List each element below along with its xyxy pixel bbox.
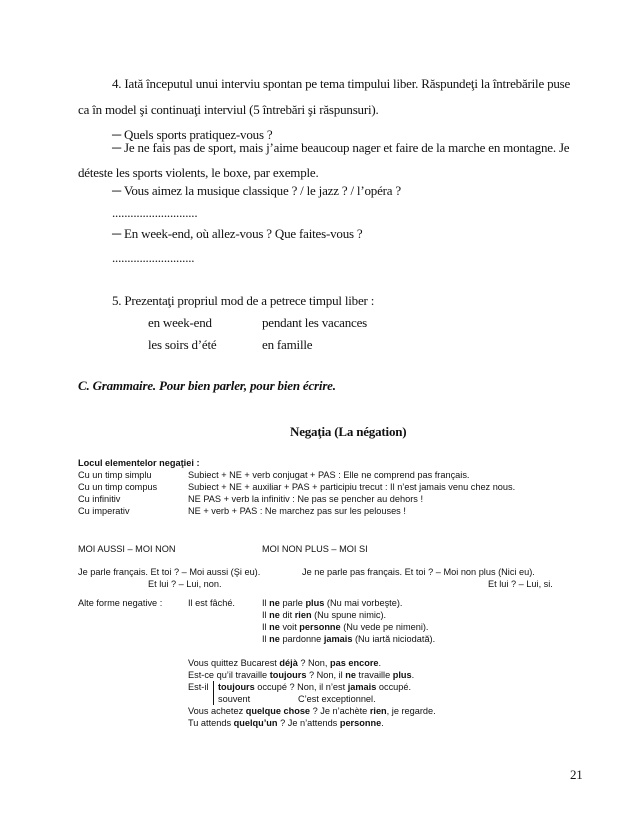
option-soirs-ete: les soirs d’été bbox=[148, 337, 217, 352]
example-toujours-jamais: toujours occupé ? Non, il n’est jamais occupé. bbox=[218, 682, 412, 692]
question-3: ─ En week-end, où allez-vous ? Que faites-vous ? bbox=[112, 226, 363, 241]
answer-placeholder-1: ............................ bbox=[112, 205, 198, 220]
locul-rule-simplu: Subiect + NE + verb conjugat + PAS : Elle ne comprend pas français. bbox=[188, 470, 470, 480]
exercise-5-title: 5. Prezentaţi propriul mod de a petrece timpul liber : bbox=[112, 293, 375, 308]
answer-placeholder-2: ........................... bbox=[112, 250, 195, 265]
negation-line-plus: Il ne parle plus (Nu mai vorbeşte). bbox=[262, 598, 403, 608]
example-quelque-chose: Vous achetez quelque chose ? Je n’achète rien, je regarde. bbox=[188, 706, 436, 716]
example-deja: Vous quittez Bucarest déjà ? Non, pas encore. bbox=[188, 658, 382, 668]
moi-aussi-heading: MOI AUSSI – MOI NON bbox=[78, 544, 176, 554]
locul-label-compus: Cu un timp compus bbox=[78, 482, 158, 492]
moi-non-plus-example: Je ne parle pas français. Et toi ? – Moi non plus (Nici eu). bbox=[302, 567, 535, 577]
example-quelquun: Tu attends quelqu’un ? Je n’attends personne. bbox=[188, 718, 384, 728]
answer-1-line-2: déteste les sports violents, le boxe, par exemple. bbox=[78, 165, 319, 180]
option-week-end: en week-end bbox=[148, 315, 212, 330]
example-exceptionnel: C’est exceptionnel. bbox=[298, 694, 376, 704]
example-souvent: souvent bbox=[218, 694, 251, 704]
lui-si-example: Et lui ? – Lui, si. bbox=[488, 579, 553, 589]
moi-aussi-example: Je parle français. Et toi ? – Moi aussi (Şi eu). bbox=[78, 567, 261, 577]
option-vacances: pendant les vacances bbox=[262, 315, 368, 330]
section-c-heading: C. Grammaire. Pour bien parler, pour bien écrire. bbox=[78, 378, 336, 393]
alte-forme-first: Il est fâché. bbox=[188, 598, 235, 608]
moi-non-plus-heading: MOI NON PLUS – MOI SI bbox=[262, 544, 368, 554]
question-2: ─ Vous aimez la musique classique ? / le jazz ? / l’opéra ? bbox=[112, 183, 401, 198]
option-famille: en famille bbox=[262, 337, 313, 352]
locul-label-simplu: Cu un timp simplu bbox=[78, 470, 152, 480]
locul-rule-imperativ: NE + verb + PAS : Ne marchez pas sur les pelouses ! bbox=[188, 506, 406, 516]
locul-label-imperativ: Cu imperativ bbox=[78, 506, 130, 516]
question-1: ─ Quels sports pratiquez-vous ? bbox=[112, 127, 273, 142]
negation-title: Negaţia (La négation) bbox=[290, 424, 407, 439]
exercise-4-line-2: ca în model şi continuaţi interviul (5 întrebări şi răspunsuri). bbox=[78, 102, 379, 117]
page-number: 21 bbox=[570, 767, 583, 782]
bracket-divider bbox=[213, 681, 214, 705]
negation-line-jamais: Il ne pardonne jamais (Nu iartă niciodată). bbox=[262, 634, 436, 644]
alte-forme-label: Alte forme negative : bbox=[78, 598, 163, 608]
exercise-4-line-1: 4. Iată începutul unui interviu spontan pe tema timpului liber. Răspundeţi la întrebările puse bbox=[112, 76, 571, 91]
locul-rule-compus: Subiect + NE + auxiliar + PAS + participiu trecut : Il n’est jamais venu chez nous. bbox=[188, 482, 516, 492]
example-est-il-label: Est-il bbox=[188, 682, 209, 692]
locul-label-infinitiv: Cu infinitiv bbox=[78, 494, 121, 504]
negation-line-personne: Il ne voit personne (Nu vede pe nimeni). bbox=[262, 622, 429, 632]
answer-1-line-1: ─ Je ne fais pas de sport, mais j’aime beaucoup nager et faire de la marche en montagne. Je bbox=[112, 140, 570, 155]
negation-line-rien: Il ne dit rien (Nu spune nimic). bbox=[262, 610, 387, 620]
locul-heading: Locul elementelor negaţiei : bbox=[78, 458, 200, 468]
example-toujours-plus: Est-ce qu’il travaille toujours ? Non, il ne travaille plus. bbox=[188, 670, 415, 680]
locul-rule-infinitiv: NE PAS + verb la infinitiv : Ne pas se pencher au dehors ! bbox=[188, 494, 423, 504]
lui-non-example: Et lui ? – Lui, non. bbox=[148, 579, 222, 589]
